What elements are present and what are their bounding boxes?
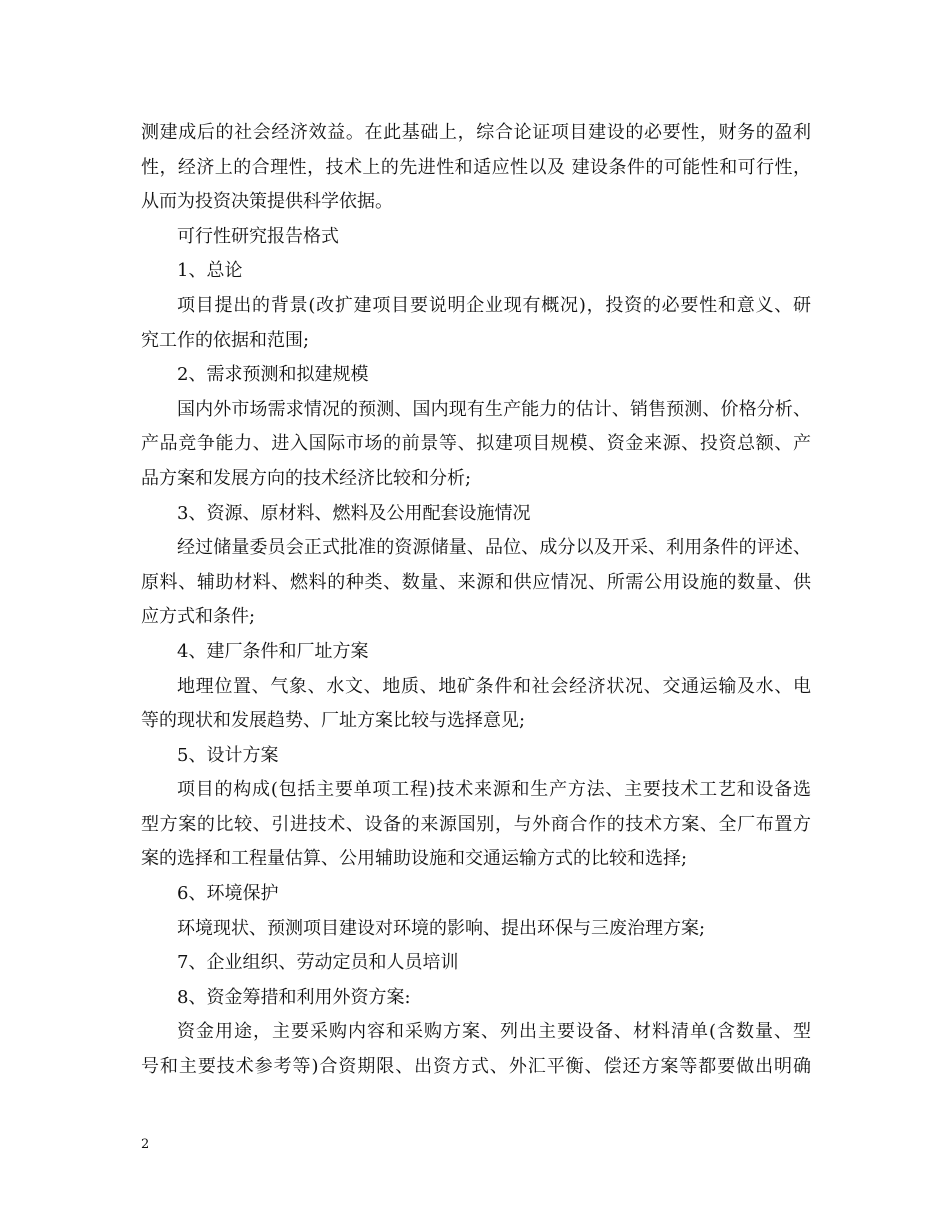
section-heading: 8、资金筹措和利用外资方案: [177, 986, 411, 1008]
text-line: 地理位置、气象、水文、地质、地矿条件和社会经济状况、交通运输及水、电 [177, 675, 811, 697]
text-line: 案的选择和工程量估算、公用辅助设施和交通运输方式的比较和选择; [141, 848, 688, 870]
page-number: 2 [141, 1137, 150, 1152]
section-heading: 4、建厂条件和厂址方案 [177, 640, 369, 662]
section-heading: 可行性研究报告格式 [177, 225, 339, 247]
text-line: 国内外市场需求情况的预测、国内现有生产能力的估计、销售预测、价格分析、 [177, 398, 811, 420]
text-line: 项目的构成(包括主要单项工程)技术来源和生产方法、主要技术工艺和设备选 [177, 779, 811, 801]
text-line: 经过储量委员会正式批准的资源储量、品位、成分以及开采、利用条件的评述、 [177, 537, 811, 559]
section-heading: 2、需求预测和拟建规模 [177, 364, 369, 386]
text-line: 项目提出的背景(改扩建项目要说明企业现有概况)，投资的必要性和意义、研 [177, 294, 811, 316]
section-heading: 3、资源、原材料、燃料及公用配套设施情况 [177, 502, 531, 524]
text-line: 品方案和发展方向的技术经济比较和分析; [141, 467, 472, 489]
text-line: 从而为投资决策提供科学依据。 [141, 191, 393, 213]
text-line: 测建成后的社会经济效益。在此基础上，综合论证项目建设的必要性，财务的盈利 [141, 122, 811, 143]
body-text [141, 116, 811, 1085]
text-line: 应方式和条件; [141, 606, 256, 628]
section-heading: 7、企业组织、劳动定员和人员培训 [177, 952, 459, 974]
section-heading: 5、设计方案 [177, 744, 279, 766]
text-line: 号和主要技术参考等)合资期限、出资方式、外汇平衡、偿还方案等都要做出明确 [141, 1056, 811, 1078]
section-heading: 6、环境保护 [177, 883, 279, 905]
text-line: 等的现状和发展趋势、厂址方案比较与选择意见; [141, 710, 526, 732]
text-line: 型方案的比较、引进技术、设备的来源国别，与外商合作的技术方案、全厂布置方 [141, 813, 811, 835]
section-heading: 1、总论 [177, 260, 243, 282]
text-line: 原料、辅助材料、燃料的种类、数量、来源和供应情况、所需公用设施的数量、供 [141, 571, 811, 593]
text-line: 性，经济上的合理性，技术上的先进性和适应性以及 建设条件的可能性和可行性， [141, 156, 811, 178]
text-line: 环境现状、预测项目建设对环境的影响、提出环保与三废治理方案; [177, 917, 706, 939]
text-line: 资金用途，主要采购内容和采购方案、列出主要设备、材料清单(含数量、型 [177, 1021, 811, 1043]
text-line: 产品竞争能力、进入国际市场的前景等、拟建项目规模、资金来源、投资总额、产 [141, 433, 811, 455]
text-line: 究工作的依据和范围; [141, 329, 310, 351]
